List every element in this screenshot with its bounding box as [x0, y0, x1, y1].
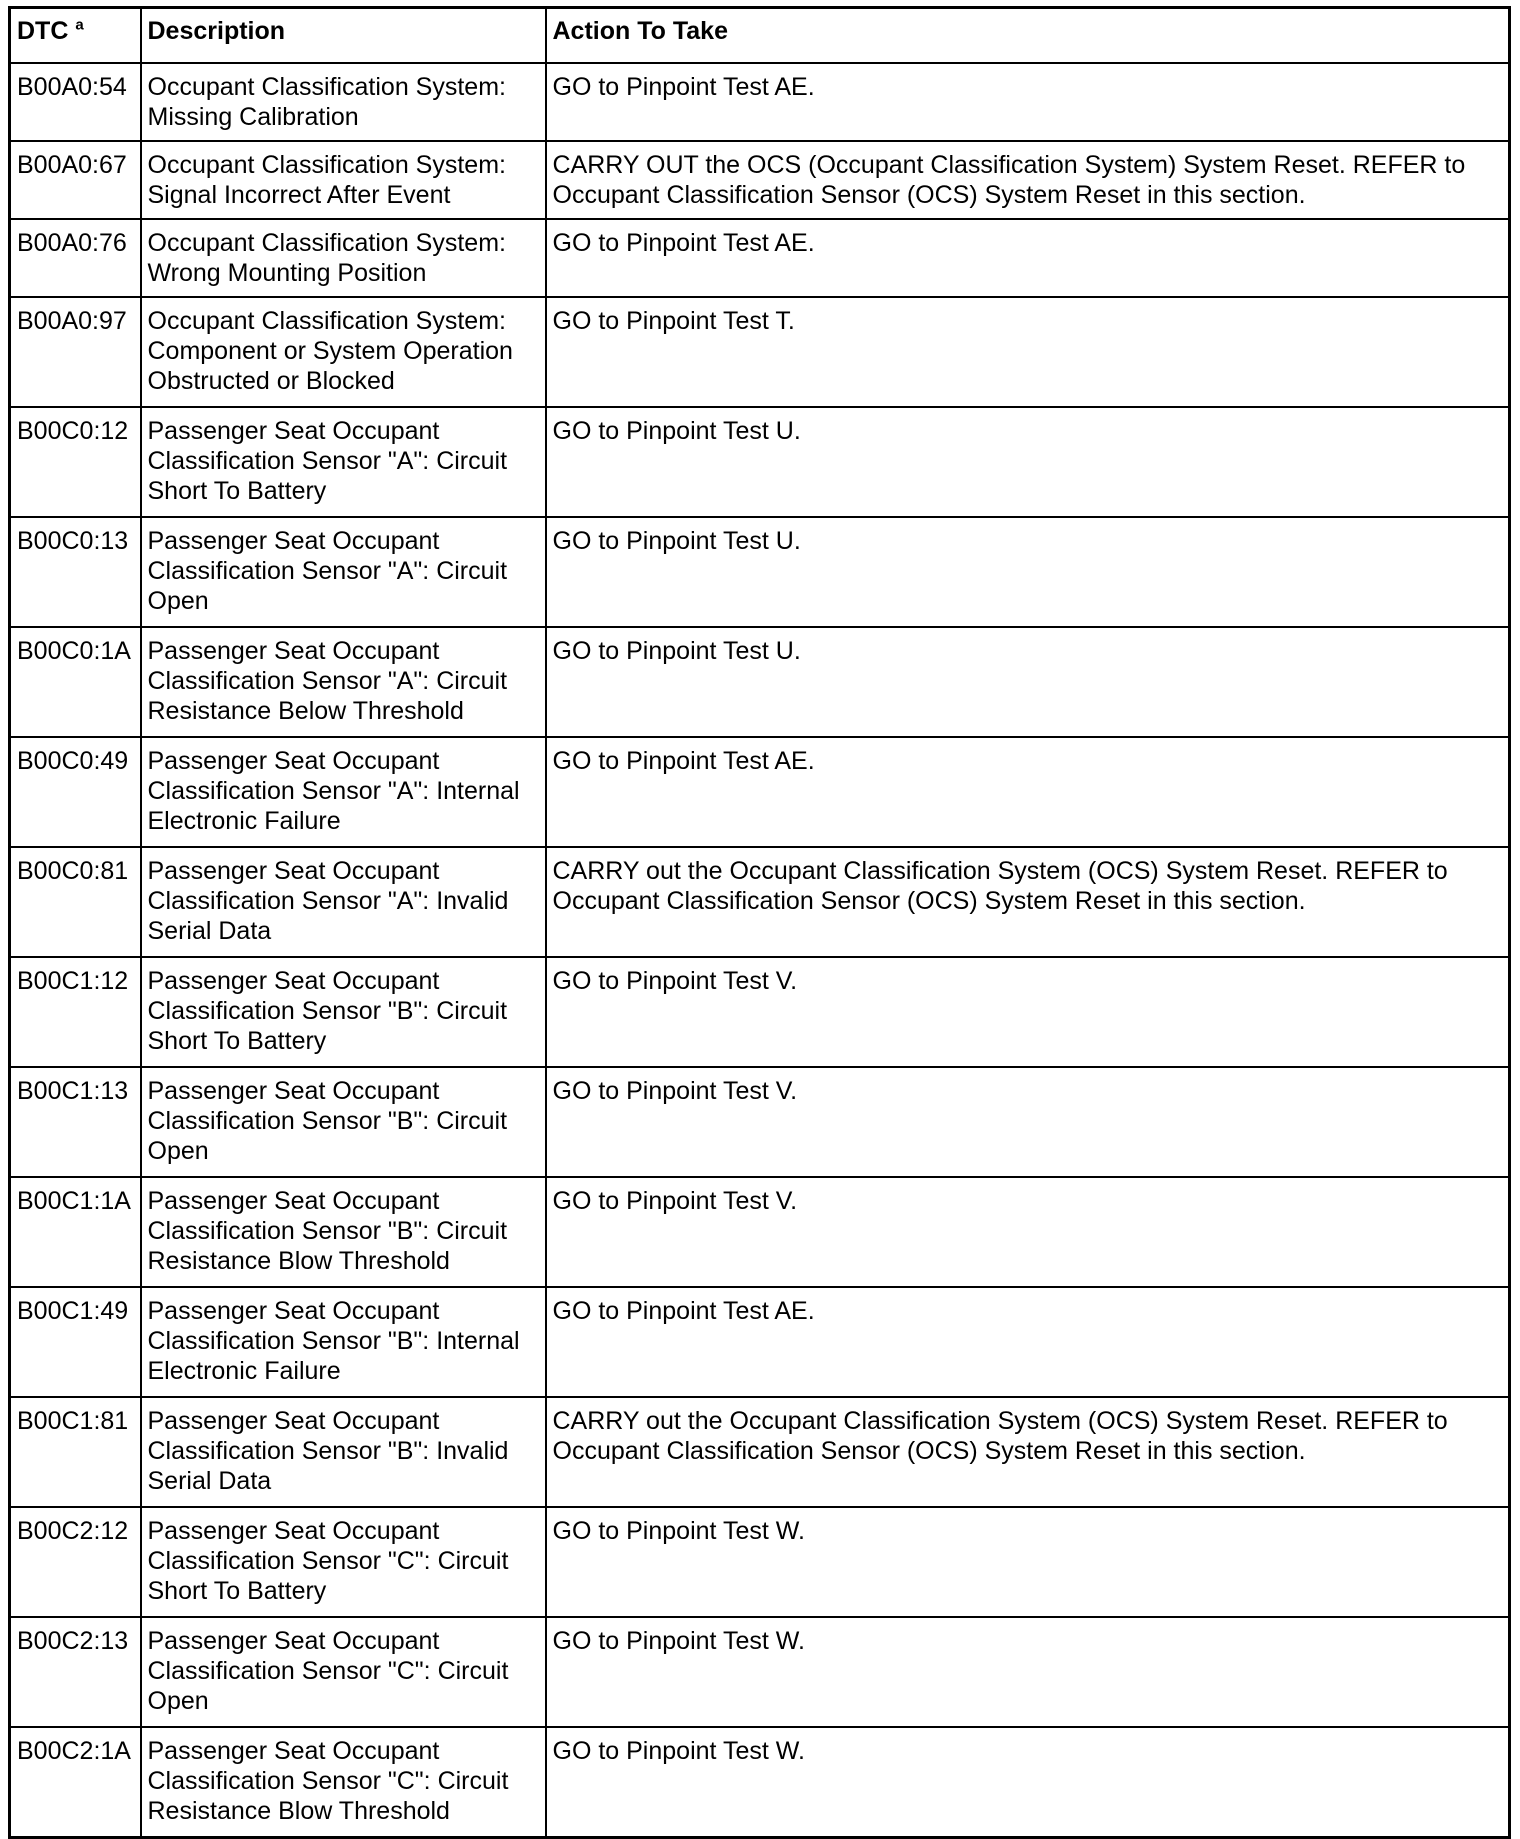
- description-cell: [141, 1507, 546, 1617]
- action-cell: [546, 1617, 1510, 1727]
- description-line: Classification Sensor "B": Circuit: [147, 997, 508, 1025]
- dtc-code-cell: B00A0:76: [10, 219, 141, 297]
- description-line: Passenger Seat Occupant: [147, 417, 440, 445]
- dtc-code-cell: B00C1:1A: [10, 1177, 141, 1287]
- table-row: [10, 737, 1510, 847]
- table-row: [10, 63, 1510, 141]
- description-line: Open: [147, 1687, 209, 1715]
- description-line: Short To Battery: [147, 1577, 327, 1605]
- description-line: Classification Sensor "B": Circuit: [147, 1107, 508, 1135]
- action-cell: [546, 1287, 1510, 1397]
- action-line: GO to Pinpoint Test AE.: [552, 73, 815, 101]
- description-line: Occupant Classification System:: [147, 229, 506, 257]
- action-cell: [546, 957, 1510, 1067]
- table-row: [10, 1727, 1510, 1838]
- description-line: Classification Sensor "A": Circuit: [147, 447, 508, 475]
- action-cell: [546, 141, 1510, 219]
- dtc-code-cell: B00C2:1A: [10, 1727, 141, 1838]
- dtc-code-cell: B00C0:1A: [10, 627, 141, 737]
- table-row: [10, 1617, 1510, 1727]
- table-row: [10, 219, 1510, 297]
- description-line: Electronic Failure: [147, 807, 341, 835]
- action-line: Occupant Classification Sensor (OCS) System Reset in this section.: [552, 887, 1306, 915]
- action-line: GO to Pinpoint Test AE.: [552, 229, 815, 257]
- description-cell: [141, 407, 546, 517]
- description-cell: [141, 297, 546, 407]
- dtc-code-cell: B00C0:12: [10, 407, 141, 517]
- table-row: [10, 141, 1510, 219]
- description-line: Passenger Seat Occupant: [147, 857, 440, 885]
- header-action: Action To Take: [546, 8, 1510, 64]
- dtc-code-cell: B00C0:81: [10, 847, 141, 957]
- dtc-code-cell: B00C0:49: [10, 737, 141, 847]
- description-cell: [141, 847, 546, 957]
- table-body: [10, 63, 1510, 1838]
- header-description: Description: [141, 8, 546, 64]
- action-line: GO to Pinpoint Test T.: [552, 307, 795, 335]
- action-cell: [546, 1397, 1510, 1507]
- description-cell: [141, 1727, 546, 1838]
- description-cell: [141, 141, 546, 219]
- description-cell: [141, 1617, 546, 1727]
- action-cell: [546, 1727, 1510, 1838]
- description-line: Classification Sensor "A": Invalid: [147, 887, 509, 915]
- action-line: GO to Pinpoint Test V.: [552, 1077, 798, 1105]
- dtc-table-container: [8, 6, 1508, 1839]
- description-line: Electronic Failure: [147, 1357, 341, 1385]
- dtc-code-cell: B00A0:54: [10, 63, 141, 141]
- description-line: Classification Sensor "A": Circuit: [147, 667, 508, 695]
- dtc-table: [8, 6, 1511, 1839]
- description-line: Passenger Seat Occupant: [147, 967, 440, 995]
- description-line: Open: [147, 1137, 209, 1165]
- action-line: CARRY OUT the OCS (Occupant Classification System) System Reset. REFER to: [552, 151, 1466, 179]
- action-line: GO to Pinpoint Test U.: [552, 527, 801, 555]
- action-cell: [546, 737, 1510, 847]
- description-line: Short To Battery: [147, 1027, 327, 1055]
- description-line: Open: [147, 587, 209, 615]
- description-line: Classification Sensor "B": Internal: [147, 1327, 520, 1355]
- dtc-code-cell: B00C2:12: [10, 1507, 141, 1617]
- table-row: [10, 1397, 1510, 1507]
- action-cell: [546, 407, 1510, 517]
- action-cell: [546, 1067, 1510, 1177]
- table-row: [10, 1287, 1510, 1397]
- description-line: Serial Data: [147, 1467, 272, 1495]
- description-line: Passenger Seat Occupant: [147, 1297, 440, 1325]
- description-cell: [141, 1287, 546, 1397]
- description-line: Passenger Seat Occupant: [147, 1737, 440, 1765]
- table-row: [10, 627, 1510, 737]
- description-line: Classification Sensor "B": Circuit: [147, 1217, 508, 1245]
- description-line: Resistance Below Threshold: [147, 697, 464, 725]
- dtc-code-cell: B00C1:49: [10, 1287, 141, 1397]
- dtc-code-cell: B00C1:13: [10, 1067, 141, 1177]
- action-line: Occupant Classification Sensor (OCS) System Reset in this section.: [552, 181, 1306, 209]
- table-row: [10, 1177, 1510, 1287]
- description-line: Resistance Blow Threshold: [147, 1797, 450, 1825]
- action-cell: [546, 1177, 1510, 1287]
- action-cell: [546, 219, 1510, 297]
- description-line: Wrong Mounting Position: [147, 259, 427, 287]
- table-row: [10, 847, 1510, 957]
- description-cell: [141, 957, 546, 1067]
- action-line: CARRY out the Occupant Classification System (OCS) System Reset. REFER to: [552, 857, 1448, 885]
- action-cell: [546, 1507, 1510, 1617]
- table-row: [10, 1507, 1510, 1617]
- header-dtc: DTC $^a$: [10, 8, 141, 64]
- action-cell: [546, 63, 1510, 141]
- description-cell: [141, 63, 546, 141]
- action-line: GO to Pinpoint Test W.: [552, 1737, 805, 1765]
- action-cell: [546, 297, 1510, 407]
- action-line: GO to Pinpoint Test U.: [552, 637, 801, 665]
- dtc-code-cell: B00C1:12: [10, 957, 141, 1067]
- description-line: Occupant Classification System:: [147, 73, 506, 101]
- description-line: Passenger Seat Occupant: [147, 747, 440, 775]
- description-cell: [141, 1067, 546, 1177]
- description-line: Short To Battery: [147, 477, 327, 505]
- action-line: GO to Pinpoint Test AE.: [552, 1297, 815, 1325]
- table-header-row: [10, 8, 1510, 64]
- action-line: GO to Pinpoint Test V.: [552, 1187, 798, 1215]
- dtc-footnote-marker: a: [75, 16, 84, 34]
- action-cell: [546, 517, 1510, 627]
- description-line: Classification Sensor "B": Invalid: [147, 1437, 509, 1465]
- action-line: GO to Pinpoint Test U.: [552, 417, 801, 445]
- dtc-code-cell: B00A0:97: [10, 297, 141, 407]
- description-cell: [141, 1397, 546, 1507]
- description-cell: [141, 737, 546, 847]
- description-cell: [141, 219, 546, 297]
- description-line: Passenger Seat Occupant: [147, 527, 440, 555]
- description-line: Classification Sensor "A": Circuit: [147, 557, 508, 585]
- description-line: Passenger Seat Occupant: [147, 1187, 440, 1215]
- table-row: [10, 297, 1510, 407]
- dtc-code-cell: B00C2:13: [10, 1617, 141, 1727]
- description-line: Passenger Seat Occupant: [147, 1407, 440, 1435]
- description-line: Occupant Classification System:: [147, 151, 506, 179]
- description-line: Classification Sensor "C": Circuit: [147, 1547, 509, 1575]
- description-cell: [141, 1177, 546, 1287]
- action-line: GO to Pinpoint Test AE.: [552, 747, 815, 775]
- action-line: GO to Pinpoint Test V.: [552, 967, 798, 995]
- action-cell: [546, 847, 1510, 957]
- description-line: Missing Calibration: [147, 103, 359, 131]
- description-line: Signal Incorrect After Event: [147, 181, 451, 209]
- action-line: GO to Pinpoint Test W.: [552, 1517, 805, 1545]
- description-line: Classification Sensor "A": Internal: [147, 777, 520, 805]
- action-cell: [546, 627, 1510, 737]
- table-row: [10, 517, 1510, 627]
- description-cell: [141, 517, 546, 627]
- description-line: Occupant Classification System:: [147, 307, 506, 335]
- dtc-code-cell: B00A0:67: [10, 141, 141, 219]
- description-line: Resistance Blow Threshold: [147, 1247, 450, 1275]
- dtc-code-cell: B00C0:13: [10, 517, 141, 627]
- description-line: Classification Sensor "C": Circuit: [147, 1767, 509, 1795]
- action-line: CARRY out the Occupant Classification System (OCS) System Reset. REFER to: [552, 1407, 1448, 1435]
- description-cell: [141, 627, 546, 737]
- description-line: Passenger Seat Occupant: [147, 1517, 440, 1545]
- table-row: [10, 407, 1510, 517]
- table-row: [10, 957, 1510, 1067]
- description-line: Passenger Seat Occupant: [147, 637, 440, 665]
- description-line: Component or System Operation: [147, 337, 513, 365]
- description-line: Obstructed or Blocked: [147, 367, 395, 395]
- description-line: Passenger Seat Occupant: [147, 1077, 440, 1105]
- action-line: Occupant Classification Sensor (OCS) System Reset in this section.: [552, 1437, 1306, 1465]
- table-row: [10, 1067, 1510, 1177]
- dtc-code-cell: B00C1:81: [10, 1397, 141, 1507]
- description-line: Classification Sensor "C": Circuit: [147, 1657, 509, 1685]
- description-line: Passenger Seat Occupant: [147, 1627, 440, 1655]
- action-line: GO to Pinpoint Test W.: [552, 1627, 805, 1655]
- description-line: Serial Data: [147, 917, 272, 945]
